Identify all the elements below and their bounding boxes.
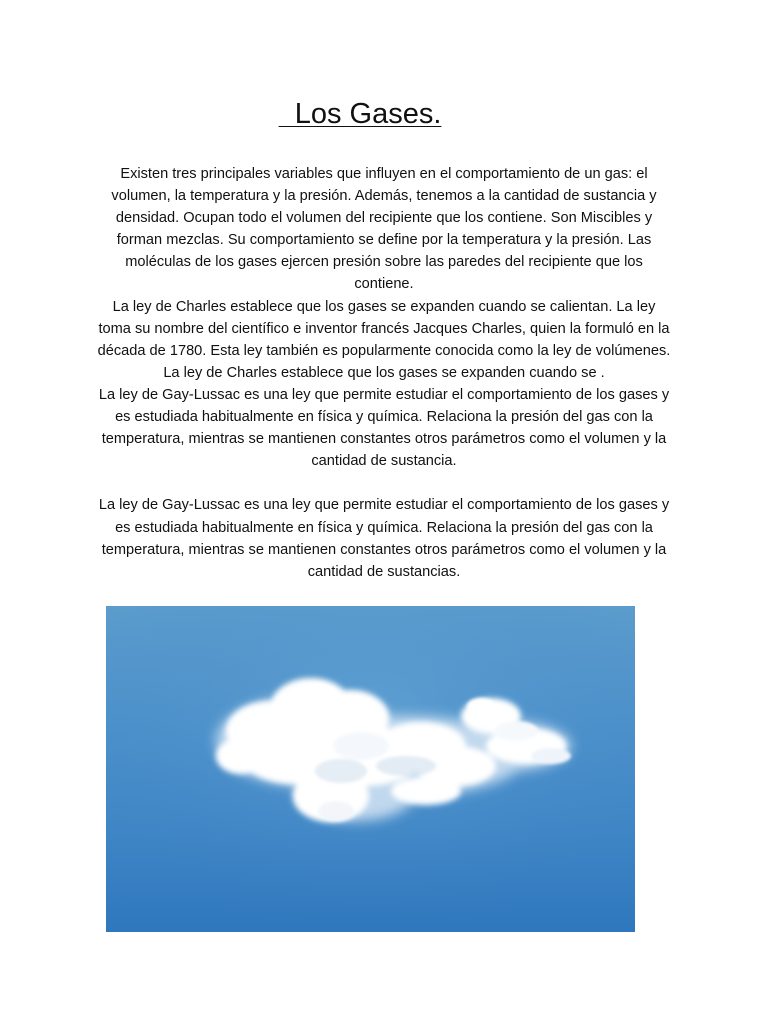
paragraph-gas-variables: Existen tres principales variables que influyen en el comportamiento de un gas: el volumen, la temperatura y la presión. Además, tenemos a la cantidad de sustancia y densidad. Ocupan todo el volumen del recipiente que los contiene. Son Miscibles y forman mezclas. Su comportamiento se define por la temperatura y la presión. Las moléculas de los gases ejercen presión sobre las paredes del recipiente que los contiene. — [111, 166, 657, 293]
document-title: Los Gases. — [278, 98, 442, 130]
paragraph-gay-lussac-law: La ley de Gay-Lussac es una ley que permite estudiar el comportamiento de los gases y es estudiada habitualmente en física y química. Relaciona la presión del gas con la temperatura, mientras se mantienen constantes otros parámetros como el volumen y la cantidad de sustancia. — [98, 386, 670, 470]
document-body — [96, 163, 672, 583]
cloud-photo — [106, 606, 635, 932]
cloud-illustration — [106, 606, 635, 932]
paragraph-spacer — [96, 472, 672, 494]
paragraph-gay-lussac-law-repeat: La ley de Gay-Lussac es una ley que permite estudiar el comportamiento de los gases y es estudiada habitualmente en física y química. Relaciona la presión del gas con la temperatura, mientras se mantienen constantes otros parámetros como el volumen y la cantidad de sustancias. — [98, 497, 670, 580]
paragraph-charles-law-short: La ley de Charles establece que los gases se expanden cuando se . — [163, 364, 605, 381]
paragraph-charles-law: La ley de Charles establece que los gases se expanden cuando se calientan. La ley toma su nombre del científico e inventor francés Jacques Charles, quien la formuló en la década de 1780. Esta ley también es popularmente conocida como la ley de volúmenes. — [97, 298, 671, 359]
